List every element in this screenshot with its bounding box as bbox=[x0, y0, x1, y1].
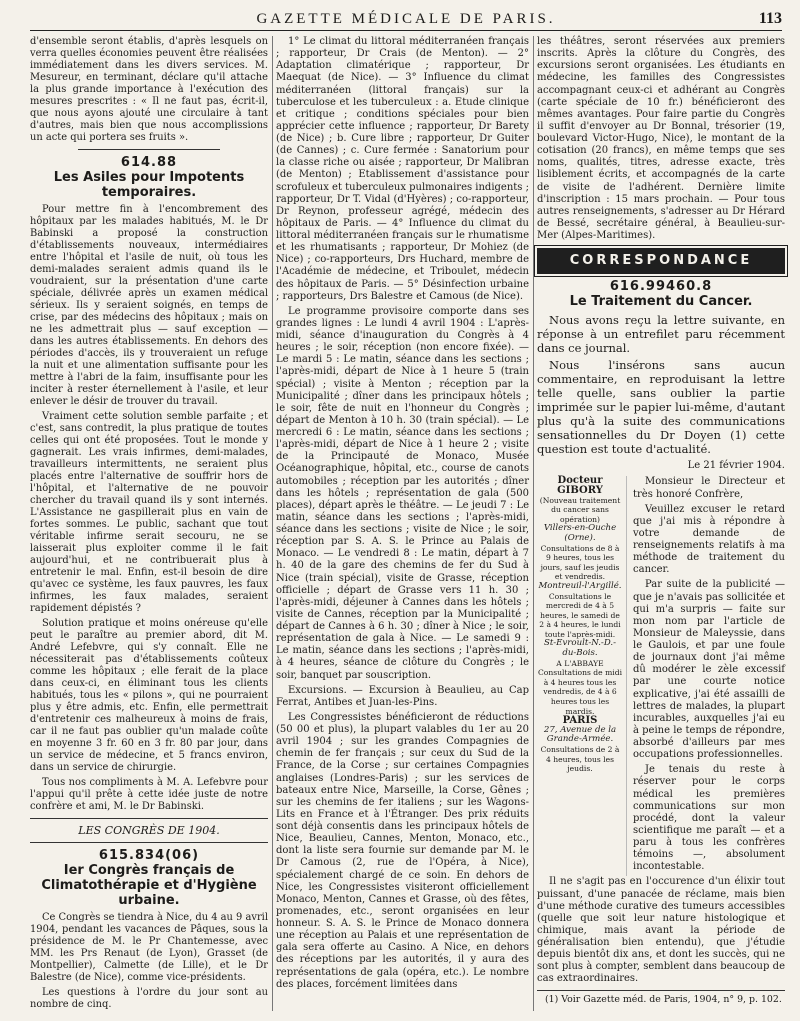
letterhead-line: 27, Avenue de la Grande-Armée. bbox=[543, 724, 617, 745]
divider bbox=[78, 149, 221, 150]
letter-date: Le 21 février 1904. bbox=[687, 460, 785, 472]
article-paragraph: Les questions à l'ordre du jour sont au nombre de cinq. bbox=[30, 987, 268, 1010]
letterhead-line: Docteur GIBORY bbox=[557, 475, 603, 496]
article-paragraph: Les Congressistes bénéficieront de réductions (50 00 et plus), la plupart valables du 1er au 20 avril 1904 ; sur les grandes Compagnies de chemin de fer français ; sur ceux du Sud de la France, de la Corse ; sur certaines Compagnies anglaises (Londres-Paris) ; sur les services de bateaux entre Nice, Marseille, la Corse, Gênes ; sur les chemins de fer italiens ; sur les Wagons-Lits en France et à l'Étranger. Des prix réduits sont déjà consentis dans les principaux hôtels de Nice, Beaulieu, Cannes, Menton, Monaco, etc., dont la liste sera fournie sur demande par M. le Dr Camous (2, rue de l'Opéra, à Nice), spécialement chargé de ce soin. En dehors de Nice, les Congressistes visiteront officiellement Monaco, Menton, Cannes et Grasse, où des fêtes, promenades, etc., seront organisées en leur honneur. S. A. S. le Prince de Monaco donnera une réception au Palais et une représentation de gala sera offerte au Casino. A Nice, en dehors des réceptions par les autorités, il y aura des représentations de gala (opéra, etc.). Le nombre des places, forcément limitées dans bbox=[276, 711, 529, 990]
correspondance-banner: CORRESPONDANCE bbox=[537, 248, 785, 274]
article-paragraph: les théâtres, seront réservées aux premiers inscrits. Après la clôture du Congrès, des excursions seront organisées. Les étudiants en médecine, les familles des Congressistes accompagnant ceux-ci et adhérant au Congrès (carte spéciale de 10 fr.) bénéficieront des mêmes avantages. Pour faire partie du Congrès il suffit d'envoyer au Dr Bonnal, trésorier (19, boulevard Victor-Hugo, Nice), le montant de la cotisation (20 francs), en même temps que ses noms, qualités, titres, adresse exacte, très lisiblement écrits, et accompagnés de la carte de visite de l'adhérent. Dernière limite d'inscription : 15 mars prochain. — Pour tous autres renseignements, s'adresser au Dr Hérard de Bessé, secrétaire général, à Beaulieu-sur-Mer (Alpes-Maritimes). bbox=[537, 36, 785, 241]
letterhead-line: St-Evroult-N.-D.-du-Bois. bbox=[543, 638, 617, 659]
letterhead-line: A L'ABBAYE bbox=[556, 658, 604, 668]
letterhead-line: Consultations de midi à 4 heures tous les vendredis, de 4 à 6 heures tous les mardis. bbox=[537, 668, 622, 716]
letterhead bbox=[537, 476, 627, 876]
column-1 bbox=[30, 36, 268, 1014]
divider bbox=[30, 818, 268, 819]
letterhead-line: Villers-en-Ouche (Orne). bbox=[543, 523, 617, 543]
letterhead-line: Consultations de 2 à 4 heures, tous les jeudis. bbox=[540, 745, 620, 774]
letterhead-line: (Nouveau traitement du cancer sans opération) bbox=[539, 495, 621, 524]
page-number: 113 bbox=[758, 10, 782, 27]
letterhead-line: Consultations de 8 à 9 heures, tous les jours, sauf les jeudis et vendredis. bbox=[540, 543, 620, 582]
intro-paragraph: d'ensemble seront établis, d'après lesquels on verra quelles économies peuvent être réalisées immédiatement dans les divers services. M. Mesureur, en terminant, déclare qu'il attache la plus grande importance à l'exécution des mesures prescrites : « Il ne faut pas, écrit-il, que nous ayons ajouté une circulaire à tant d'autres, mais bien que nous accomplissions un acte qui portera ses fruits ». bbox=[30, 36, 268, 143]
article-paragraph: Nous avons reçu la lettre suivante, en réponse à un entrefilet paru récemment dans ce journal. bbox=[537, 313, 785, 356]
article-title: Ier Congrès français de Climatothérapie et d'Hygiène urbaine. bbox=[41, 863, 257, 908]
article-number: 615.834(06) bbox=[98, 848, 200, 863]
article-paragraph: Ce Congrès se tiendra à Nice, du 4 au 9 avril 1904, pendant les vacances de Pâques, sous la présidence de M. le Pr Chantemesse, avec MM. les Prs Renaut (de Lyon), Grasset (de Montpellier), Calmette (de Lille), et le Dr Balestre (de Nice), comme vice-présidents. bbox=[30, 912, 268, 983]
letter bbox=[537, 476, 785, 876]
article-title: Le Traitement du Cancer. bbox=[569, 294, 753, 310]
journal-title: GAZETTE MÉDICALE DE PARIS. bbox=[256, 11, 556, 27]
article-paragraph: 1° Le climat du littoral méditerranéen français ; rapporteur, Dr Crais (de Menton). — 2° Adaptation climatérique ; rapporteur, Dr Maequat (de Nice). — 3° Influence du climat méditerranéen (littoral français) sur la tuberculose et les tuberculeux : a. Etude clinique et critique ; conditions spéciales pour bien apprécier cette influence ; rapporteur, Dr Barety (de Nice) ; b. Cure libre ; rapporteur, Dr Guiter (de Cannes) ; c. Cure fermée : Sanatorium pour la classe riche ou aisée ; rapporteur, Dr Malibran (de Menton) ; Etablissement d'assistance pour scrofuleux et tuberculeux pulmonaires indigents ; rapporteur, Dr T. Vidal (d'Hyères) ; co-rapporteur, Dr Reynon, professeur agrégé, médecin des hôpitaux de Paris. — 4° Influence du climat du littoral méditerranéen français sur le rhumatisme et les rhumatisants ; rapporteur, Dr Mohiez (de Nice) ; co-rapporteurs, Drs Huchard, membre de l'Académie de médecine, et Triboulet, médecin des hôpitaux de Paris. — 5° Désinfection urbaine ; rapporteurs, Drs Balestre et Camous (de Nice). bbox=[276, 36, 529, 302]
article-number: 614.88 bbox=[120, 155, 178, 170]
article-title: Les Asiles pour Impotents temporaires. bbox=[53, 170, 245, 200]
letterhead-line: Consultations le mercredi de 4 à 5 heures, le samedi de 2 à 4 heures, le lundi toute l'après-midi. bbox=[539, 591, 621, 639]
letter-paragraph: Il ne s'agit pas en l'occurence d'un élixir tout puissant, d'une panacée de réclame, mais bien d'une méthode curative des tumeurs accessibles (quelle que soit leur nature histologique et chimique, mais avant la période de généralisation bien entendu), que j'étudie depuis bientôt dix ans, et dont les succès, qui ne sont plus à compter, semblent dans beaucoup de cas extraordinaires. bbox=[537, 876, 785, 985]
article-paragraph: Nous l'insérons sans aucun commentaire, en reproduisant la lettre telle quelle, sans oublier la partie imprimée sur le papier lui-même, d'autant plus qu'à la suite des communications sensationnelles du Dr Doyen (1) cette question est toute d'actualité. bbox=[537, 358, 785, 457]
article-paragraph: Pour mettre fin à l'encombrement des hôpitaux par les malades habitués, M. le Dr Babinski a proposé la construction d'établissements nouveaux, intermédiaires entre l'hôpital et l'asile de nuit, où tous les demi-malades seraient admis quand ils le voudraient, sur la présentation d'une carte spéciale, délivrée après un examen médical sérieux. Ils y seraient soignés, en temps de crise, par des médecins des hôpitaux ; mais on ne les admettrait plus — sauf exception — dans les autres établissements. En dehors des périodes d'accès, ils y trouveraient un refuge la nuit et une alimentation suffisante pour les mettre à l'abri de la faim, insuffisante pour les inciter à rester éternellement à l'asile, et leur enlever le désir de trouver du travail. bbox=[30, 204, 268, 407]
footnote: (1) Voir Gazette méd. de Paris, 1904, n° 9, p. 102. bbox=[537, 990, 785, 1005]
article-paragraph: Solution pratique et moins onéreuse qu'elle peut le paraître au premier abord, dit M. André Lefebvre, qui s'y connaît. Elle ne nécessiterait pas d'établissements coûteux comme les hôpitaux ; elle ferait de la place dans ceux-ci, en éliminant tous les clients habitués, tous les « pilons », qui ne pourraient plus y être admis, etc. Enfin, elle permettrait d'entretenir ces malheureux à moins de frais, car il ne faut pas oublier qu'un malade coûte en moyenne 3 fr. 60 en 3 fr. 80 par jour, dans un service de médecine, et 5 francs environ, dans un service de chirurgie. bbox=[30, 618, 268, 773]
article-paragraph: Excursions. — Excursion à Beaulieu, au Cap Ferrat, Antibes et Juan-les-Pins. bbox=[276, 684, 529, 708]
letter-paragraph: Je tenais du reste à réserver pour le corps médical les premières communications sur mon procédé, dont la valeur scientifique me paraît — et a paru à tous les confrères témoins —, absolument incontestable. bbox=[633, 764, 785, 873]
column-3 bbox=[537, 36, 785, 1005]
letter-paragraph: Veuillez excuser le retard que j'ai mis à répondre à votre demande de renseignements relatifs à ma méthode de traitement du cancer. bbox=[633, 503, 785, 576]
letterhead-line: PARIS bbox=[562, 715, 598, 727]
letterhead-line: Montreuil-l'Argillé. bbox=[538, 580, 622, 591]
article-paragraph: Vraiment cette solution semble parfaite ; et c'est, sans contredit, la plus pratique de toutes celles qui ont été proposées. Tout le monde y gagnerait. Les vrais infirmes, demi-malades, travailleurs intermittents, ne seraient plus placés entre l'alternative de souffrir hors de l'hôpital, et l'alternative de ne pouvoir chercher du travail quand ils y sont internés. L'Assistance ne gaspillerait plus en vain de fortes sommes. Le public, sachant que tout véritable infirme serait secouru, ne se laisserait plus exploiter comme il le fait aujourd'hui, et ne contribuerait plus à entretenir le mal. Enfin, est-il besoin de dire qu'avec ce système, les faux pauvres, les faux infirmes, les faux malades, seraient rapidement dépistés ? bbox=[30, 411, 268, 614]
page-header bbox=[30, 8, 782, 31]
divider bbox=[30, 842, 268, 843]
column-rule-1 bbox=[272, 36, 273, 1011]
letter-paragraph: Par suite de la publicité — que je n'avais pas sollicitée et qui m'a surpris — faite sur mon nom par l'article de Monsieur de Maleyssie, dans le Gaulois, et par une foule de journaux dont j'ai même dû modérer le zèle excessif par une courte notice explicative, j'ai été assailli de lettres de malades, la plupart incurables, auxquelles j'ai eu à peine le temps de répondre, absorbé d'ailleurs par mes occupations professionnelles. bbox=[633, 579, 785, 761]
column-2 bbox=[276, 36, 529, 994]
column-rule-2 bbox=[533, 36, 534, 1011]
article-paragraph: Le programme provisoire comporte dans ses grandes lignes : Le lundi 4 avril 1904 : L'après-midi, séance d'inauguration du Congrès à 4 heures ; le soir, réception (non encore fixée). — Le mardi 5 : Le matin, séance dans les sections ; l'après-midi, départ de Nice à 1 heure 5 (train spécial) ; visite à Menton ; réception par la Municipalité ; dîner dans les principaux hôtels ; le soir, fête de nuit en l'honneur du Congrès ; départ de Menton à 10 h. 30 (train spécial). — Le mercredi 6 : Le matin, séance dans les sections ; l'après-midi, départ de Nice à 1 heure 2 ; visite de la Principauté de Monaco, Musée Océanographique, hôpital, etc., course de canots automobiles ; réception par les autorités ; dîner dans les hôtels ; représentation de gala (500 places), départ après le théâtre. — Le jeudi 7 : Le matin, séance dans les sections ; l'après-midi, séance dans les sections ; visite de Nice ; le soir, réception par S. A. S. le Prince au Palais de Monaco. — Le vendredi 8 : Le matin, départ à 7 h. 40 de la gare des chemins de fer du Sud à Nice (train spécial), visite de Grasse, réception officielle ; départ de Grasse vers 11 h. 30 ; l'après-midi, déjeuner à Cannes dans les hôtels ; visite de Cannes, réception par la Municipalité ; départ de Cannes à 6 h. 30 ; dîner à Nice ; le soir, représentation de gala à Nice. — Le samedi 9 : Le matin, séance dans les sections ; l'après-midi, à 4 heures, séance de clôture du Congrès ; le soir, banquet par souscription. bbox=[276, 305, 529, 681]
letter-paragraph: Monsieur le Directeur et très honoré Confrère, bbox=[633, 476, 785, 500]
article-number: 616.99460.8 bbox=[609, 279, 713, 295]
letter-body bbox=[633, 476, 785, 876]
article-paragraph: Tous nos compliments à M. A. Lefebvre pour l'appui qu'il prête à cette idée juste de notre confrère et ami, M. le Dr Babinski. bbox=[30, 777, 268, 812]
section-heading: LES CONGRÈS DE 1904. bbox=[78, 824, 220, 837]
